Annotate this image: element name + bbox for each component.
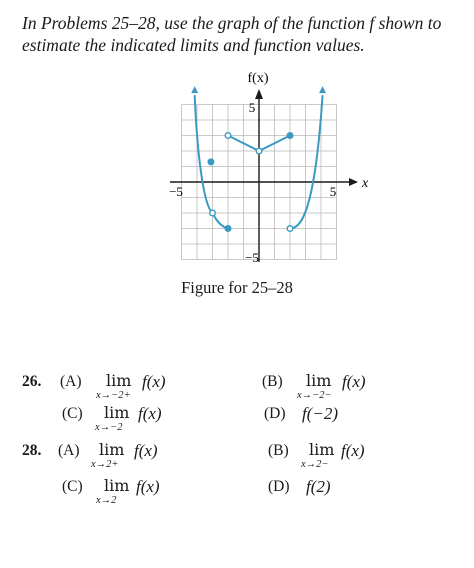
problem-26c-expression: f(x) xyxy=(138,404,162,423)
lim-word: lim xyxy=(309,440,335,459)
problem-28b-label: (B) xyxy=(268,442,289,459)
problem-26b-label: (B) xyxy=(262,373,283,390)
problem-26a-expression: f(x) xyxy=(142,372,166,391)
closed-point-left-end xyxy=(225,226,231,232)
open-point-right-start xyxy=(287,226,293,232)
lim-word: lim xyxy=(104,403,130,422)
problem-26b-subscript: x→−2− xyxy=(297,390,332,401)
problem-instructions: In Problems 25–28, use the graph of the function f shown to estimate the indicated limits and function values. xyxy=(22,13,442,55)
graph-axes xyxy=(170,89,358,262)
tick-label-x-5: 5 xyxy=(329,184,337,199)
problem-26a-limit xyxy=(106,371,131,391)
lim-word: lim xyxy=(99,440,125,459)
problem-28-number: 28. xyxy=(22,442,42,459)
lim-word: lim xyxy=(104,476,130,495)
lim-word: lim xyxy=(306,371,332,390)
open-point-middle-left xyxy=(225,133,231,139)
tick-label-y-neg5: −5 xyxy=(245,250,259,265)
problem-28c-limit xyxy=(104,476,129,496)
problem-26c-limit xyxy=(104,403,129,423)
tick-label-x-neg5: −5 xyxy=(169,184,183,199)
problem-28c-label: (C) xyxy=(62,478,83,495)
problem-28b-limit xyxy=(309,440,334,460)
tick-label-y-5: 5 xyxy=(248,100,256,115)
problem-26b-limit xyxy=(306,371,331,391)
y-axis-label: f(x) xyxy=(247,71,269,86)
problem-28a-subscript: x→2+ xyxy=(91,459,119,470)
problem-26a-label: (A) xyxy=(60,373,82,390)
problem-28c-subscript: x→2 xyxy=(96,495,117,506)
problem-28d-expression: f(2) xyxy=(306,477,331,496)
left-branch-arrow xyxy=(191,86,198,93)
problem-26d-expression: f(−2) xyxy=(302,404,339,423)
problem-26c-subscript: x→−2 xyxy=(95,422,123,433)
problem-26c-label: (C) xyxy=(62,405,83,422)
problem-28c-expression: f(x) xyxy=(136,477,160,496)
x-axis-arrow xyxy=(349,178,358,186)
problem-28a-limit xyxy=(99,440,124,460)
problem-28b-subscript: x→2− xyxy=(301,459,329,470)
problem-28b-expression: f(x) xyxy=(341,441,365,460)
problem-26b-expression: f(x) xyxy=(342,372,366,391)
right-branch-curve xyxy=(290,95,323,228)
open-point-middle-vertex xyxy=(256,148,262,154)
problem-26-number: 26. xyxy=(22,373,42,390)
problem-28a-label: (A) xyxy=(58,442,80,459)
figure-caption: Figure for 25–28 xyxy=(181,278,293,297)
x-axis-label: x xyxy=(362,176,369,191)
isolated-point xyxy=(208,159,214,165)
problem-26d-label: (D) xyxy=(264,405,286,422)
y-axis-arrow xyxy=(255,89,263,99)
right-branch-arrow xyxy=(319,86,326,93)
problem-26a-subscript: x→−2+ xyxy=(96,390,131,401)
lim-word: lim xyxy=(106,371,132,390)
open-point-left-lower xyxy=(210,210,216,216)
problem-28d-label: (D) xyxy=(268,478,290,495)
problem-28a-expression: f(x) xyxy=(134,441,158,460)
closed-point-middle-right xyxy=(287,133,293,139)
